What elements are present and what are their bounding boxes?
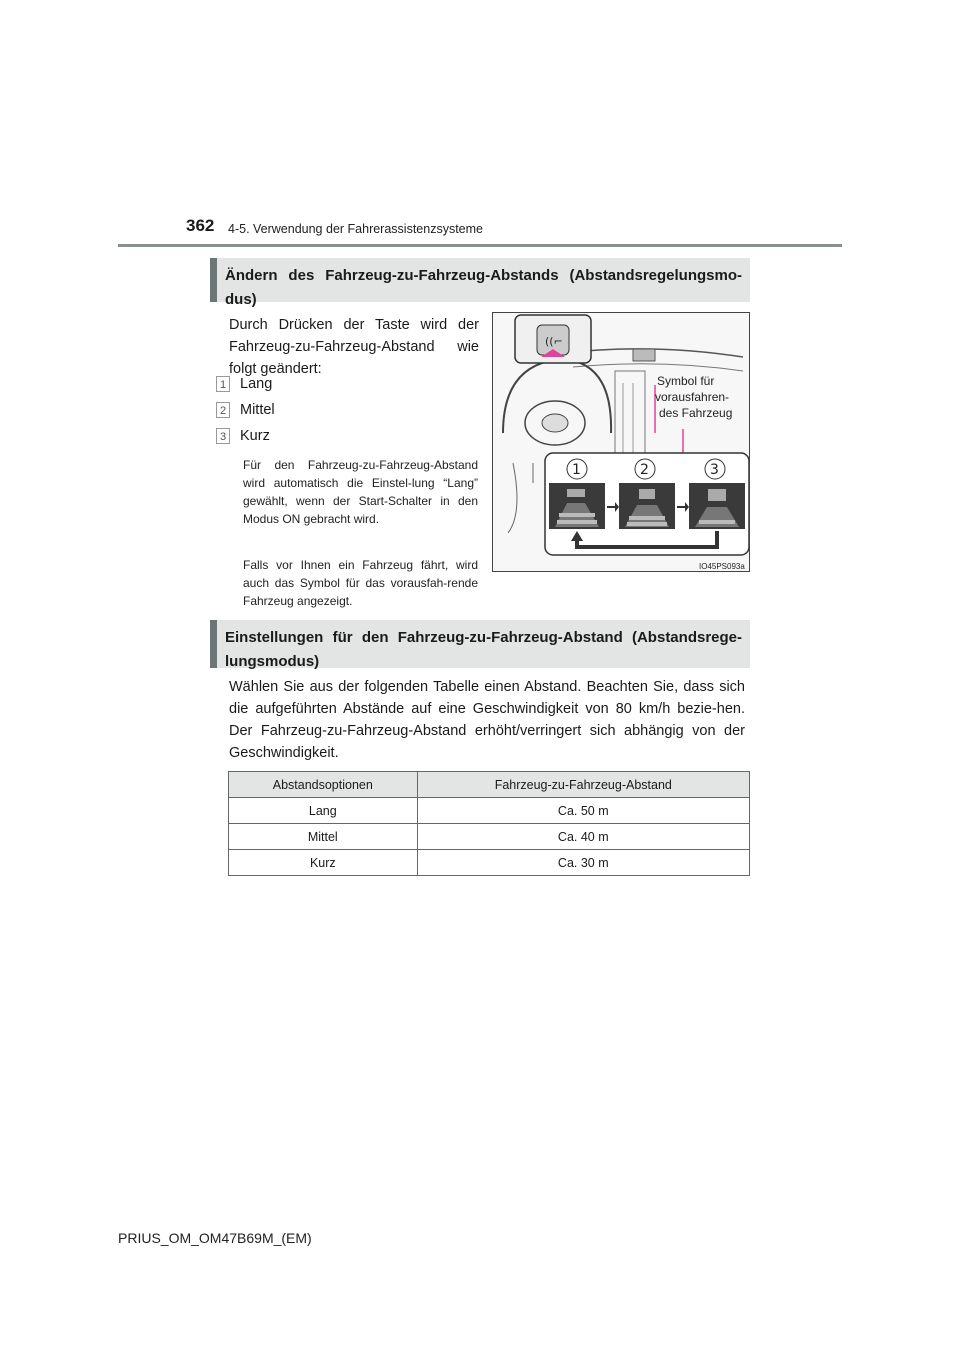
table-header-cell: Abstandsoptionen: [229, 772, 418, 798]
callout-label-line3: des Fahrzeug: [659, 406, 733, 420]
table-cell-option: Kurz: [229, 850, 418, 876]
table-cell-distance: Ca. 30 m: [417, 850, 749, 876]
table-cell-distance: Ca. 50 m: [417, 798, 749, 824]
step-number-1: 1: [216, 376, 230, 392]
table-row: [229, 798, 750, 824]
step-number-3: 3: [216, 428, 230, 444]
callout-label-line2: vorausfahren-: [655, 390, 730, 404]
center-console: [615, 371, 645, 461]
list-item-label: Lang: [240, 376, 273, 392]
display-middle: [619, 483, 675, 529]
table-cell-option: Mittel: [229, 824, 418, 850]
table-row: [229, 824, 750, 850]
list-item-middle: [216, 402, 275, 418]
list-item-label: Mittel: [240, 402, 275, 418]
note-default-long: Für den Fahrzeug-zu-Fahrzeug-Abstand wird automatisch die Einstel-lung “Lang” gewählt, wenn der Start-Schalter in den Modus ON gebracht wird.: [243, 458, 478, 526]
section-heading-distance-change: Ändern des Fahrzeug-zu-Fahrzeug-Abstands (Abstandsregelungsmo-dus): [210, 258, 750, 302]
display-long: [549, 483, 605, 529]
step-label-2: 2: [640, 462, 649, 478]
section-heading-distance-settings: Einstellungen für den Fahrzeug-zu-Fahrzeug-Abstand (Abstandsrege-lungsmodus): [210, 620, 750, 668]
page-number: 362: [186, 216, 215, 235]
footer-doc-id: PRIUS_OM_OM47B69M_(EM): [118, 1230, 312, 1246]
step-label-3: 3: [710, 462, 719, 478]
distance-table: [228, 771, 750, 876]
dashboard-illustration: [493, 313, 750, 572]
display-short: [689, 483, 745, 529]
table-row: [229, 850, 750, 876]
table-cell-option: Lang: [229, 798, 418, 824]
step-label-1: 1: [572, 462, 581, 478]
header-rule: [118, 244, 842, 247]
table-header-cell: Fahrzeug-zu-Fahrzeug-Abstand: [417, 772, 749, 798]
intro-text: Durch Drücken der Taste wird der Fahrzeug-zu-Fahrzeug-Abstand wie folgt geändert:: [229, 317, 479, 377]
note-preceding-vehicle: Falls vor Ihnen ein Fahrzeug fährt, wird auch das Symbol für das vorausfah-rende Fahrzeug angezeigt.: [243, 558, 478, 608]
display-panel: [633, 349, 655, 361]
svg-text:((⌐: ((⌐: [545, 335, 563, 348]
list-item-label: Kurz: [240, 428, 270, 444]
list-item-short: [216, 428, 270, 444]
figure-code: IO45PS093a: [699, 562, 745, 571]
list-item-long: [216, 376, 272, 392]
illustration-distance-switch: [492, 312, 750, 572]
table-header-row: [229, 772, 750, 798]
table-cell-distance: Ca. 40 m: [417, 824, 749, 850]
step-number-2: 2: [216, 402, 230, 418]
settings-body-text: Wählen Sie aus der folgenden Tabelle einen Abstand. Beachten Sie, dass sich die aufgeführten Abstände auf eine Geschwindigkeit von 80 km/h bezie-hen. Der Fahrzeug-zu-Fahrzeug-Abstand erhöht/verringert sich abhängig von der Geschwindigkeit.: [229, 679, 745, 761]
chapter-title: 4-5. Verwendung der Fahrerassistenzsysteme: [228, 222, 483, 236]
callout-label-line1: Symbol für: [657, 374, 715, 388]
